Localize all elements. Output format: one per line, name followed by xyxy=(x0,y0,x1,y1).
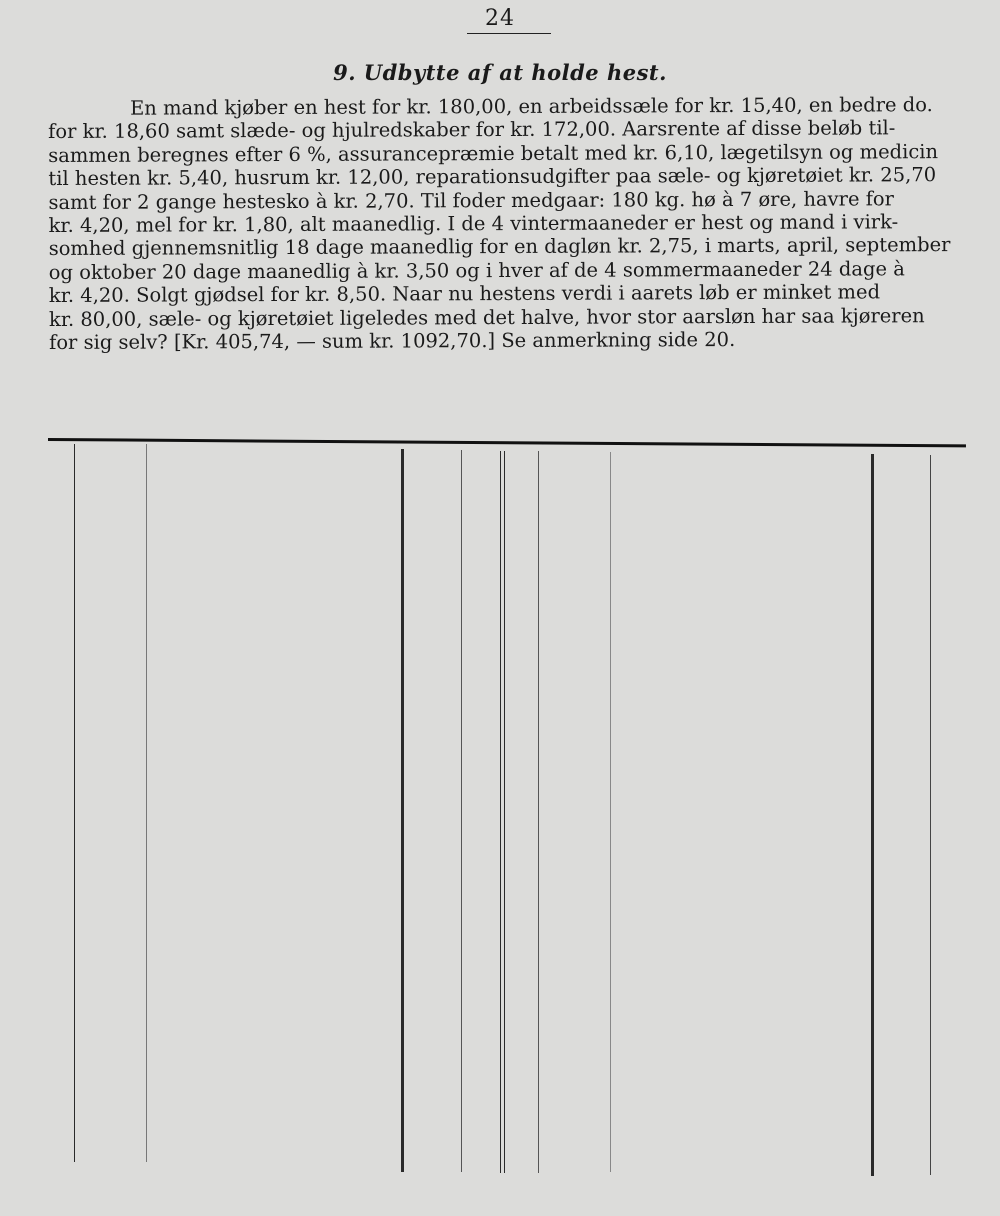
text-line: til hesten kr. 5,40, husrum kr. 12,00, reparationsudgifter paa sæle- og kjøretøiet kr. 25,70 xyxy=(48,163,937,191)
text-line: samt for 2 gange hestesko à kr. 2,70. Til foder medgaar: 180 kg. hø à 7 øre, havre for xyxy=(48,186,895,214)
column-rule-double xyxy=(500,451,501,1173)
column-rule xyxy=(610,452,611,1172)
text-line: kr. 4,20, mel for kr. 1,80, alt maanedlig. I de 4 vintermaaneder er hest og mand i virk- xyxy=(48,210,899,238)
page-number-underline xyxy=(467,33,551,34)
column-rule-double xyxy=(504,451,505,1173)
text-line: sammen beregnes efter 6 %, assurancepræmie betalt med kr. 6,10, lægetilsyn og medicin xyxy=(48,139,939,167)
text-line: og oktober 20 dage maanedlig à kr. 3,50 og i hver af de 4 sommermaaneder 24 dage à xyxy=(48,257,905,284)
text-line: kr. 80,00, sæle- og kjøretøiet ligeledes med det halve, hvor stor aarsløn har saa kjøreren xyxy=(48,303,925,331)
text-line: for kr. 18,60 samt slæde- og hjulredskaber for kr. 172,00. Aarsrente af disse beløb til- xyxy=(48,116,896,144)
column-rule xyxy=(74,444,75,1162)
column-rule xyxy=(146,444,147,1162)
page-number: 24 xyxy=(485,6,515,31)
column-rule-heavy xyxy=(401,449,404,1172)
column-rule xyxy=(538,451,539,1173)
table-top-rule xyxy=(48,438,966,447)
exercise-text xyxy=(48,93,977,355)
text-line: somhed gjennemsnitlig 18 dage maanedlig for en dagløn kr. 2,75, i marts, april, september xyxy=(48,233,951,261)
text-line: En mand kjøber en hest for kr. 180,00, en arbeidssæle for kr. 15,40, en bedre do. xyxy=(129,93,933,120)
column-rule xyxy=(930,455,931,1175)
text-line: for sig selv? [Kr. 405,74, — sum kr. 1092,70.] Se anmerkning side 20. xyxy=(49,328,736,355)
column-rule-heavy xyxy=(871,454,874,1176)
exercise-heading: 9. Udbytte af at holde hest. xyxy=(333,60,667,85)
text-line: kr. 4,20. Solgt gjødsel for kr. 8,50. Naar nu hestens verdi i aarets løb er minket med xyxy=(48,280,881,308)
column-rule xyxy=(461,450,462,1172)
